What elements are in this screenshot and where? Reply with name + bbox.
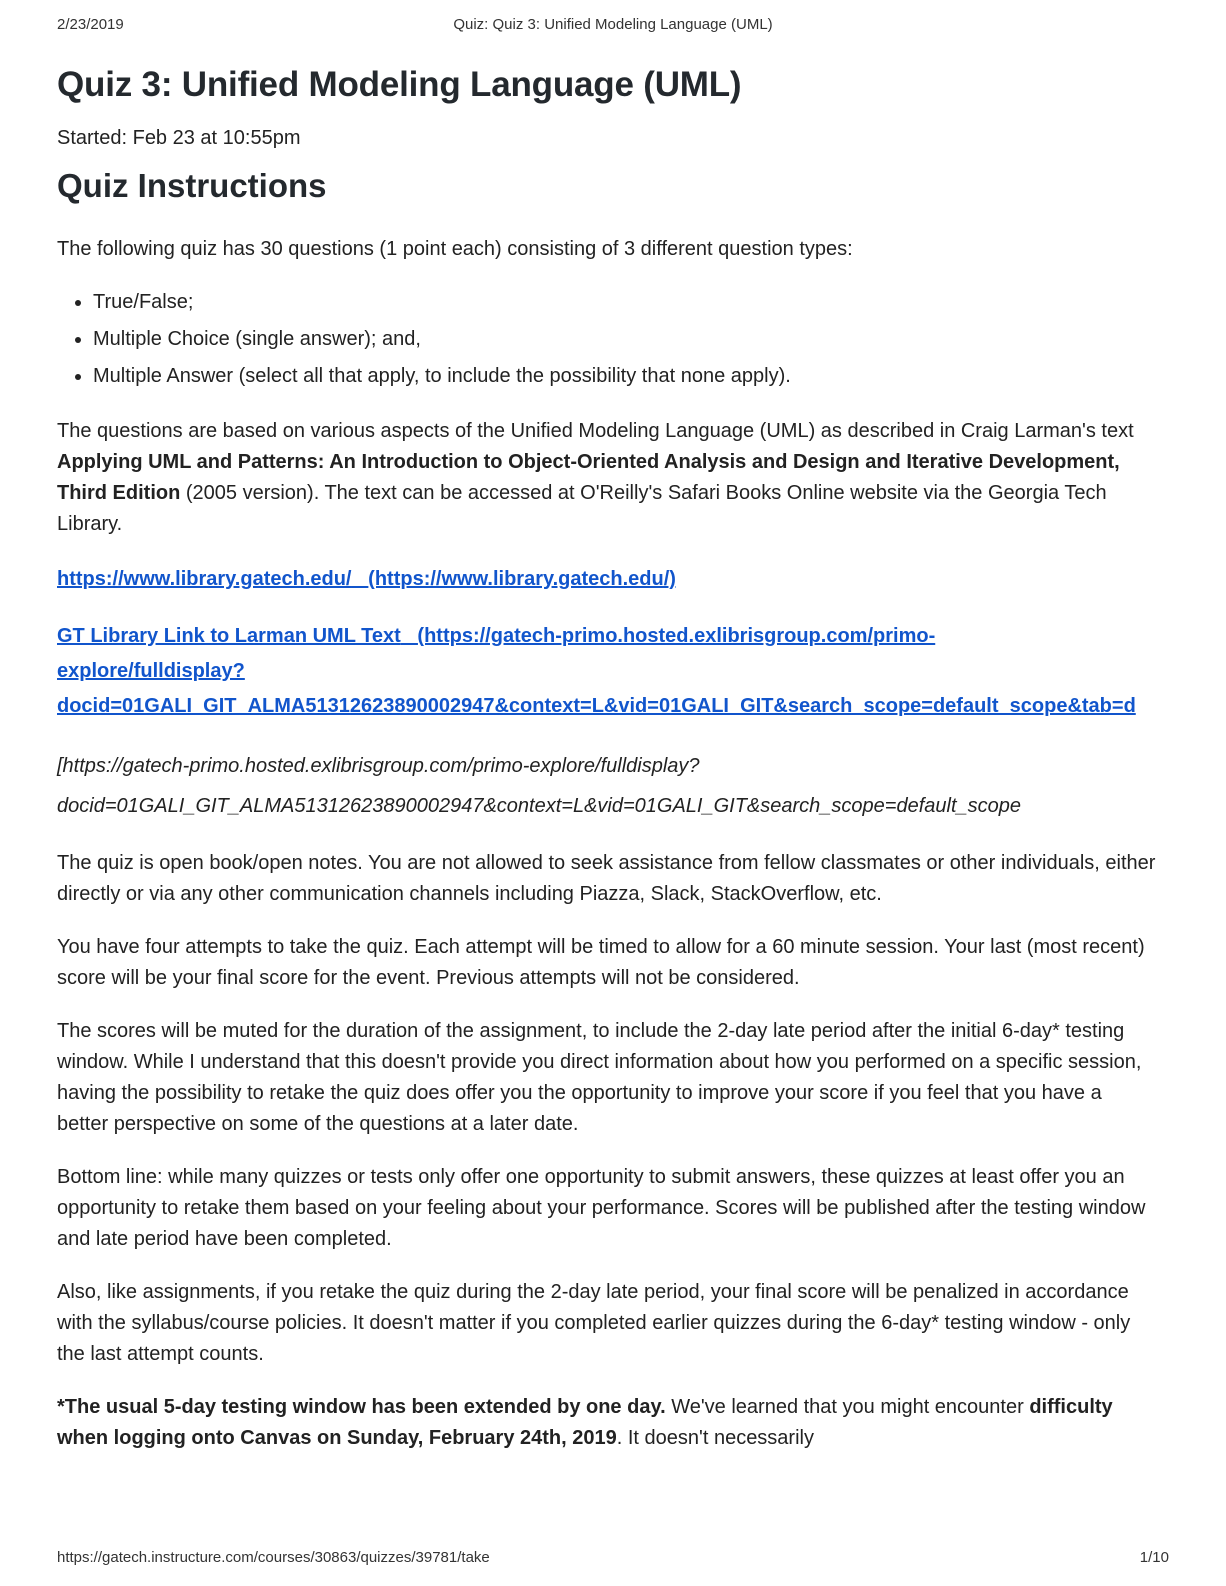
- extension-note-normal-1: We've learned that you might encounter: [665, 1396, 1030, 1418]
- print-title: Quiz: Quiz 3: Unified Modeling Language (UML): [453, 16, 773, 33]
- question-type-item: • Multiple Answer (select all that apply, to include the possibility that none apply).: [93, 361, 1156, 392]
- intro-paragraph: The following quiz has 30 questions (1 point each) consisting of 3 different question types:: [57, 238, 853, 260]
- larman-link-url-line1[interactable]: (https://gatech-primo.hosted.exlibrisgroup.com/primo-: [417, 625, 936, 647]
- footer-url: https://gatech.instructure.com/courses/30863/quizzes/39781/take: [57, 1549, 490, 1566]
- library-link[interactable]: https://www.library.gatech.edu/: [57, 568, 352, 590]
- print-header: [0, 16, 1226, 38]
- scores-muted-paragraph: The scores will be muted for the duration of the assignment, to include the 2-day late period after the initial 6-day* testing window. While I understand that this doesn't provide you direct information about how you performed on a specific session, having the possibility to retake the quiz does offer you the opportunity to improve your score if you feel that you have a better perspective on some of the questions at a later date.: [57, 1020, 1142, 1135]
- quiz-title: Quiz 3: Unified Modeling Language (UML): [57, 65, 742, 104]
- larman-link[interactable]: GT Library Link to Larman UML Text: [57, 625, 401, 647]
- extension-note-normal-2: . It doesn't necessarily: [616, 1427, 814, 1449]
- link-underline-gap: [401, 625, 418, 647]
- question-types-list: [57, 287, 1156, 392]
- extension-note-paragraph: [57, 1392, 1156, 1454]
- quiz-started-timestamp: Started: Feb 23 at 10:55pm: [57, 127, 301, 149]
- extension-note-bold-1: *The usual 5-day testing window has been extended by one day.: [57, 1396, 666, 1418]
- plain-url-line2: docid=01GALI_GIT_ALMA51312623890002947&context=L&vid=01GALI_GIT&search_scope=default_scope: [57, 795, 1022, 817]
- extension-note-bold-2: difficulty when logging onto Canvas on Sunday, February 24th, 2019: [57, 1396, 1113, 1449]
- basis-text-post: (2005 version). The text can be accessed at O'Reilly's Safari Books Online website via the Georgia Tech Library.: [57, 482, 1107, 535]
- quiz-instructions-heading: Quiz Instructions: [57, 167, 327, 204]
- print-date: 2/23/2019: [57, 16, 124, 33]
- plain-url-line1: [https://gatech-primo.hosted.exlibrisgroup.com/primo-explore/fulldisplay?: [57, 755, 700, 777]
- bottom-line-paragraph: Bottom line: while many quizzes or tests only offer one opportunity to submit answers, these quizzes at least offer you an opportunity to retake them based on your feeling about your performance. Scores will be published after the testing window and late period have been completed.: [57, 1166, 1146, 1250]
- open-book-paragraph: The quiz is open book/open notes. You are not allowed to seek assistance from fellow classmates or other individuals, either directly or via any other communication channels including Piazza, Slack, StackOverflow, etc.: [57, 852, 1156, 905]
- book-title: Applying UML and Patterns: An Introduction to Object-Oriented Analysis and Design and Iterative Development, Third Edition: [57, 451, 1120, 504]
- larman-link-url-line3[interactable]: docid=01GALI_GIT_ALMA51312623890002947&context=L&vid=01GALI_GIT&search_scope=default_scope&tab=d: [57, 695, 1136, 717]
- larman-link-url-line2[interactable]: explore/fulldisplay?: [57, 660, 245, 682]
- plain-url-paragraph: [57, 746, 1156, 826]
- library-link-url[interactable]: (https://www.library.gatech.edu/): [368, 568, 676, 590]
- footer-page-number: 1/10: [1139, 1549, 1169, 1566]
- attempts-paragraph: You have four attempts to take the quiz. Each attempt will be timed to allow for a 60 minute session. Your last (most recent) score will be your final score for the event. Previous attempts will not be considered.: [57, 936, 1145, 989]
- print-footer: [57, 1549, 1169, 1566]
- late-period-paragraph: Also, like assignments, if you retake the quiz during the 2-day late period, your final score will be penalized in accordance with the syllabus/course policies. It doesn't matter if you completed earlier quizzes during the 6-day* testing window - only the last attempt counts.: [57, 1281, 1131, 1365]
- question-type-item: • Multiple Choice (single answer); and,: [93, 324, 1156, 355]
- larman-link-paragraph: [57, 619, 1156, 724]
- library-link-paragraph: [57, 562, 1156, 597]
- basis-paragraph: [57, 416, 1156, 540]
- basis-text-pre: The questions are based on various aspects of the Unified Modeling Language (UML) as described in Craig Larman's text: [57, 420, 1134, 442]
- question-type-item: • True/False;: [93, 287, 1156, 318]
- link-underline-gap: [351, 568, 368, 590]
